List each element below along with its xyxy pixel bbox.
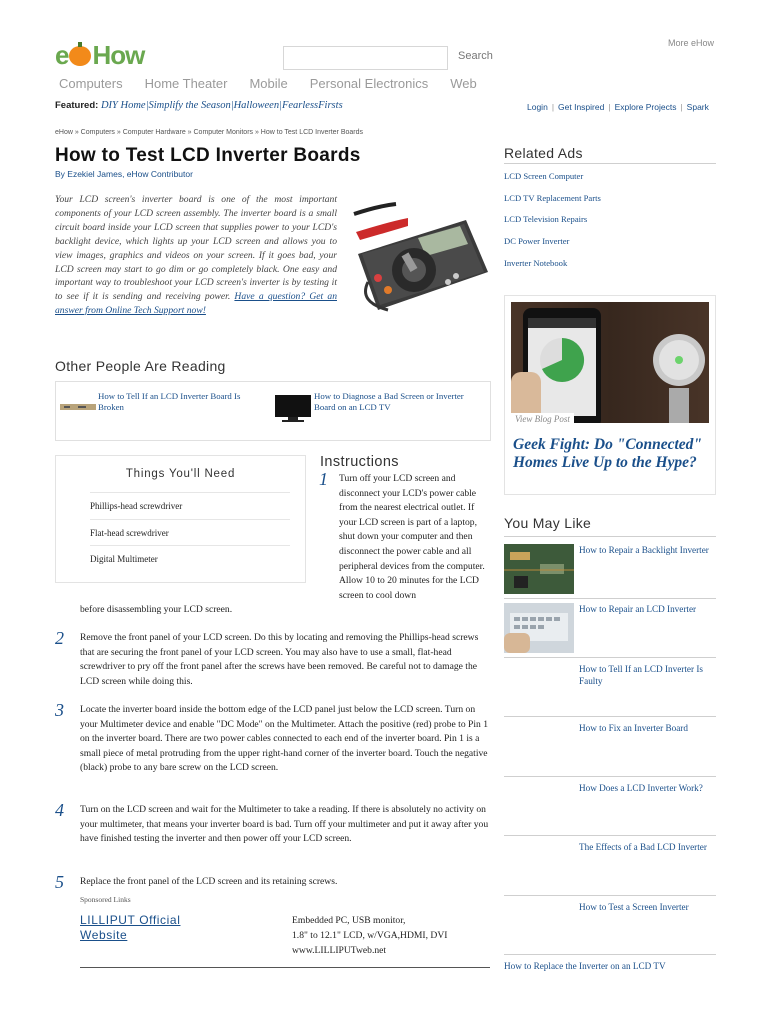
- may-like-link[interactable]: How Does a LCD Inverter Work?: [579, 783, 703, 793]
- things-needed-box: [55, 455, 306, 583]
- featured-label: Featured:: [55, 100, 99, 111]
- featured-fearless-firsts[interactable]: FearlessFirsts: [281, 100, 343, 111]
- category-nav: [59, 76, 477, 91]
- divider: [80, 967, 490, 968]
- search-button[interactable]: Search: [458, 50, 493, 62]
- featured-simplify-season[interactable]: Simplify the Season: [148, 100, 231, 111]
- related-ad-link[interactable]: LCD Television Repairs: [504, 214, 588, 224]
- step-text: Locate the inverter board inside the bottom edge of the LCD panel just below the LCD screen. Turn on your Multimeter device and enable "DC Mode" on the Multimeter. Attach the positive (red) probe to Pin 1 on the inverter board. There are two power cables connected to each end of the inverter board. Pin 1 is a small piece of metal protruding from the upper right-hand corner of the inverter board. Touch the negative (black) probe to any bare screw on the LCD screen.: [80, 704, 489, 774]
- you-may-like-heading: You May Like: [504, 515, 592, 531]
- pumpkin-icon: [69, 46, 91, 66]
- other-reading-item[interactable]: How to Tell If an LCD Inverter Board Is Broken: [98, 391, 241, 412]
- nav-mobile[interactable]: Mobile: [249, 76, 288, 91]
- divider: [504, 163, 716, 164]
- step-number: 2: [55, 628, 64, 648]
- spark-link[interactable]: Spark: [686, 102, 709, 112]
- page-title: How to Test LCD Inverter Boards: [55, 145, 361, 166]
- other-reading-heading: Other People Are Reading: [55, 358, 226, 374]
- tv-thumbnail: [274, 394, 312, 424]
- circuit-board-thumbnail: [504, 544, 574, 594]
- may-like-link[interactable]: How to Fix an Inverter Board: [579, 723, 688, 733]
- divider: [504, 536, 716, 537]
- step-text: Turn off your LCD screen and disconnect your LCD's power cable from the nearest electrical outlet. If your LCD screen is part of a laptop, shut down your computer and then disconnect the power cable and all peripheral devices from the computer. Allow 10 to 20 minutes for the LCD screen to cool down: [339, 473, 485, 601]
- step-number: 3: [55, 700, 64, 720]
- things-needed-heading: Things You'll Need: [125, 468, 236, 480]
- divider: [504, 954, 716, 955]
- login-link[interactable]: Login: [527, 102, 548, 112]
- nav-home-theater[interactable]: Home Theater: [144, 76, 228, 91]
- featured-diy-home[interactable]: DIY Home: [100, 100, 146, 111]
- multimeter-image: [348, 192, 493, 314]
- get-inspired-link[interactable]: Get Inspired: [558, 102, 605, 112]
- divider: [504, 716, 716, 717]
- may-like-link[interactable]: How to Test a Screen Inverter: [579, 902, 689, 912]
- step-number: 5: [55, 872, 64, 892]
- nav-personal-electronics[interactable]: Personal Electronics: [309, 76, 429, 91]
- explore-projects-link[interactable]: Explore Projects: [614, 102, 677, 112]
- other-reading-item[interactable]: How to Diagnose a Bad Screen or Inverter Board on an LCD TV: [314, 391, 464, 412]
- step-number: 1: [319, 469, 328, 489]
- featured-bar: Featured: DIY Home|Simplify the Season|Halloween|FearlessFirsts: [55, 100, 343, 111]
- may-like-link[interactable]: How to Tell If an LCD Inverter Is Faulty: [579, 664, 703, 686]
- ehow-logo[interactable]: e How: [55, 40, 145, 70]
- related-ad-link[interactable]: DC Power Inverter: [504, 236, 570, 246]
- step-number: 4: [55, 800, 64, 820]
- other-reading-box: [55, 381, 491, 441]
- sponsored-link[interactable]: LILLIPUT Official Website: [80, 913, 181, 942]
- related-ad-link[interactable]: Inverter Notebook: [504, 258, 568, 268]
- nav-computers[interactable]: Computers: [59, 76, 123, 91]
- author-byline[interactable]: By Ezekiel James, eHow Contributor: [55, 169, 193, 179]
- featured-halloween[interactable]: Halloween: [233, 100, 280, 111]
- smart-lock-phone-image: [511, 302, 709, 423]
- divider: [504, 776, 716, 777]
- may-like-link[interactable]: How to Repair an LCD Inverter: [579, 604, 697, 614]
- needed-item: Phillips-head screwdriver: [90, 492, 290, 518]
- view-blog-post-label[interactable]: View Blog Post: [511, 413, 574, 425]
- search-input[interactable]: [283, 46, 448, 70]
- related-ad-link[interactable]: LCD TV Replacement Parts: [504, 193, 601, 203]
- step-text-continued: before disassembling your LCD screen.: [80, 604, 233, 615]
- more-ehow-link[interactable]: More eHow: [668, 38, 715, 48]
- sponsored-description: Embedded PC, USB monitor, 1.8" to 12.1" LCD, w/VGA,HDMI, DVI www.LILLIPUTweb.net: [292, 915, 448, 956]
- board-thumbnail: [60, 398, 96, 418]
- sponsored-url[interactable]: www.LILLIPUTweb.net: [292, 945, 387, 956]
- divider: [504, 657, 716, 658]
- needed-item: Flat-head screwdriver: [90, 519, 290, 545]
- related-ads-heading: Related Ads: [504, 145, 583, 161]
- top-links: Login | Get Inspired | Explore Projects | Spark: [527, 102, 709, 112]
- related-ad-link[interactable]: LCD Screen Computer: [504, 171, 584, 181]
- step-text: Remove the front panel of your LCD screen. Do this by locating and removing the Phillips-head screws that are securing the front panel of your LCD screen. You may also have to use a small, flat-head screwdriver to pry off the front panel after the screws have been removed. Be careful not to damage the LCD screen while doing this.: [80, 632, 479, 687]
- may-like-link[interactable]: How to Replace the Inverter on an LCD TV: [504, 961, 666, 971]
- needed-item: Digital Multimeter: [90, 545, 290, 571]
- instructions-heading: Instructions: [320, 454, 399, 470]
- divider: [504, 598, 716, 599]
- nav-web[interactable]: Web: [450, 76, 477, 91]
- step-text: Turn on the LCD screen and wait for the Multimeter to take a reading. If there is absolutely no activity on your multimeter, that means your inverter board is bad. Turn off your multimeter and put it away after you have finished testing the inverter and then power off your LCD screen.: [80, 804, 489, 845]
- sponsored-label: Sponsored Links: [80, 895, 131, 904]
- laptop-keyboard-thumbnail: [504, 603, 574, 653]
- step-text: Replace the front panel of the LCD screen and its retaining screws.: [80, 876, 338, 887]
- may-like-link[interactable]: How to Repair a Backlight Inverter: [579, 545, 709, 555]
- breadcrumb[interactable]: eHow » Computers » Computer Hardware » Computer Monitors » How to Test LCD Inverter Boards: [55, 129, 363, 136]
- question-link[interactable]: Have a question? Get an answer from Online Tech Support now!: [55, 291, 337, 317]
- divider: [504, 895, 716, 896]
- may-like-link[interactable]: The Effects of a Bad LCD Inverter: [579, 842, 707, 852]
- intro-paragraph: Your LCD screen's inverter board is one of the most important components of your LCD screen assembly. The inverter board is a small circuit board inside your LCD screen that supplies power to your LCD's backlight device, which lights up your LCD screen and allows you to view images, graphics and videos on your screen. If it goes bad, your LCD screen may start to go dim or go completely black. One easy and important way to troubleshoot your LCD screen's inverter is by testing it to see if it is sending and receiving power. Have a question? Get an answer from Online Tech Support now!: [55, 194, 337, 317]
- divider: [504, 835, 716, 836]
- blog-title-link[interactable]: Geek Fight: Do "Connected" Homes Live Up to the Hype?: [513, 436, 702, 471]
- blog-promo[interactable]: [504, 295, 716, 495]
